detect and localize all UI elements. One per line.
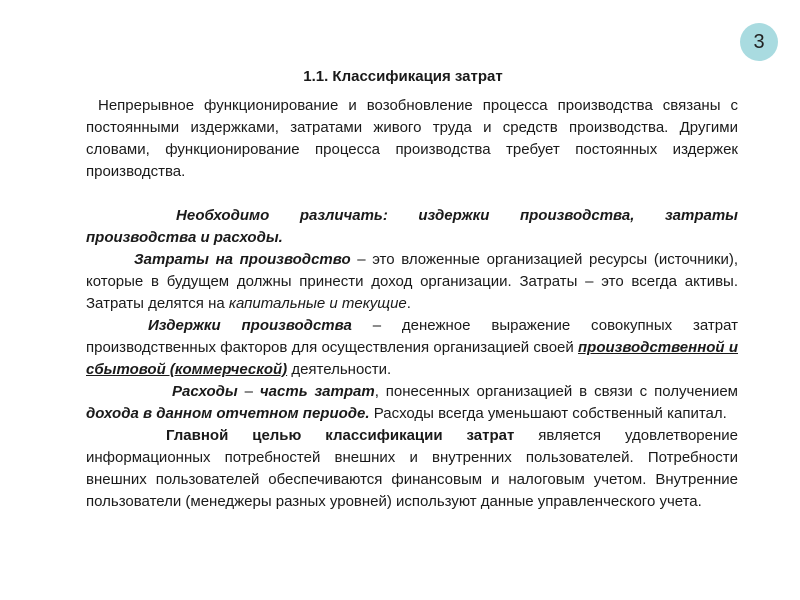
page-number-badge: 3 (740, 23, 778, 61)
raskhody-text-2: Расходы всегда уменьшают собственный капитал. (369, 405, 727, 422)
raskhody-income-term: дохода в данном отчетном периоде. (86, 405, 370, 422)
izderzhki-text-2: деятельности. (287, 361, 392, 378)
izderzhki-term: Издержки производства (148, 317, 352, 334)
zatraty-text-1: – это вложенные организацией ресурсы (источники), которые в будущем должны принести доход организации. Затраты – это всегда активы. Затраты делятся на (86, 251, 738, 312)
intro-paragraph: Непрерывное функционирование и возобновление процесса производства связаны с постоянными издержками, затратами живого труда и средств производства. Другими словами, функционирование процесса производства требует постоянных издержек производства. (86, 97, 738, 180)
raskhody-dash: – (237, 383, 260, 400)
distinguish-paragraph (86, 205, 738, 249)
zatraty-types: капитальные и текущие (228, 295, 407, 312)
intro-paragraph-block (86, 95, 738, 183)
goal-text: является удовлетворение информационных потребностей внешних и внутренних пользователей. Потребности внешних пользователей обеспечиваются финансовым и налоговым учетом. Внутренние пользователи (менеджеры разных уровней) используют данные управленческого учета. (86, 427, 738, 510)
zatraty-term: Затраты на производство (134, 251, 351, 268)
page-title: 1.1. Классификация затрат (303, 68, 503, 85)
raskhody-part-term: часть затрат (259, 383, 375, 400)
goal-paragraph (86, 425, 738, 513)
raskhody-term: Расходы (172, 383, 238, 400)
raskhody-text-1: , понесенных организацией в связи с получением (374, 383, 738, 400)
izderzhki-paragraph (86, 315, 738, 381)
definitions-block (86, 205, 738, 513)
raskhody-paragraph (86, 381, 738, 425)
izderzhki-activity: производственной и сбытовой (коммерческой) (86, 339, 738, 378)
izderzhki-text-1: – денежное выражение совокупных затрат производственных факторов для осуществления организацией своей (86, 317, 738, 356)
distinguish-text: Необходимо различать: издержки производства, затраты производства и расходы. (86, 207, 738, 246)
zatraty-text-2: . (406, 295, 411, 312)
zatraty-paragraph (86, 249, 738, 315)
goal-term: Главной целью классификации затрат (166, 427, 515, 444)
